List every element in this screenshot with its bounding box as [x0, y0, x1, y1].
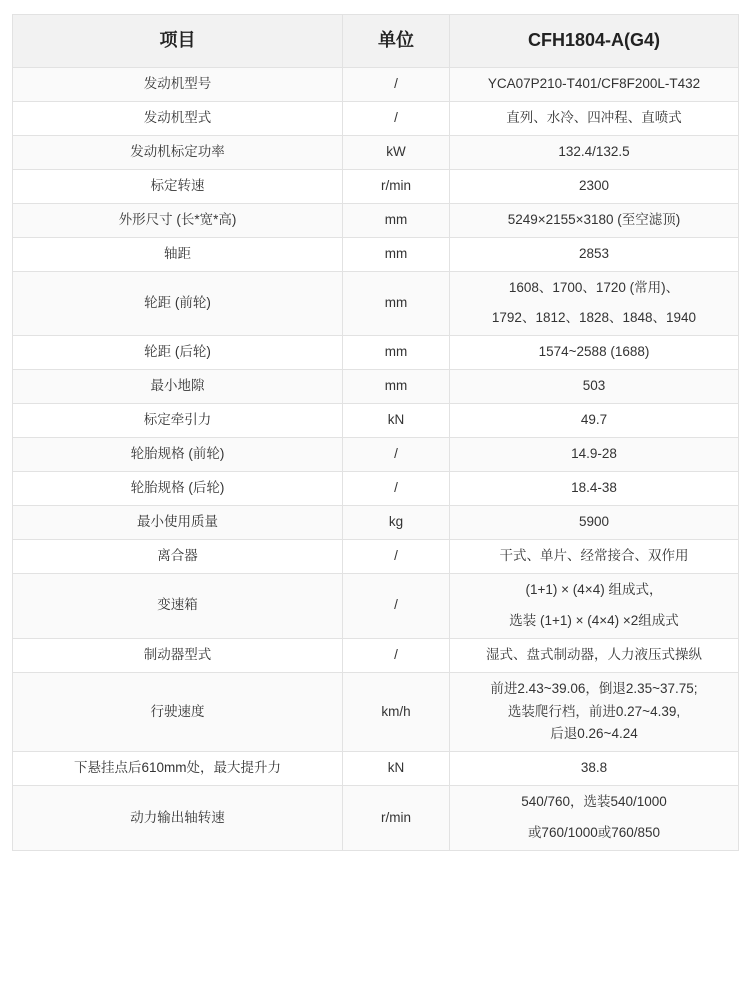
table-row [13, 237, 739, 271]
spec-value-line: (1+1) × (4×4) 组成式， [525, 581, 663, 597]
spec-item-value [450, 438, 739, 472]
spec-item-name: 离合器 [13, 539, 343, 573]
spec-value-line: 或760/1000或760/850 [527, 825, 661, 841]
spec-value-line: 直列、水冷、四冲程、直喷式 [506, 109, 682, 125]
spec-value-line: 干式、单片、经常接合、双作用 [499, 547, 689, 563]
spec-item-name: 变速箱 [13, 573, 343, 638]
spec-value-line: YCA07P210-T401/CF8F200L-T432 [487, 76, 701, 91]
spec-item-value [450, 68, 739, 102]
spec-value-line: 2300 [578, 177, 610, 193]
spec-value-line: 18.4-38 [571, 480, 617, 496]
spec-item-unit: / [343, 539, 450, 573]
spec-item-unit: / [343, 573, 450, 638]
spec-item-name: 外形尺寸 (长*宽*高) [13, 203, 343, 237]
spec-item-unit: kg [343, 505, 450, 539]
spec-item-name: 发动机型式 [13, 101, 343, 135]
spec-item-unit: mm [343, 336, 450, 370]
spec-item-unit: / [343, 638, 450, 672]
spec-item-name: 最小使用质量 [13, 505, 343, 539]
spec-item-name: 轮胎规格 (前轮) [13, 438, 343, 472]
spec-item-name: 最小地隙 [13, 370, 343, 404]
table-row [13, 336, 739, 370]
column-header-item: 项目 [13, 15, 343, 68]
spec-value-line: 湿式、盘式制动器，人力液压式操纵 [486, 646, 702, 662]
table-row [13, 68, 739, 102]
spec-item-name: 行驶速度 [13, 672, 343, 752]
table-row [13, 404, 739, 438]
spec-value-line: 503 [582, 378, 606, 394]
column-header-unit: 单位 [343, 15, 450, 68]
spec-item-unit: / [343, 101, 450, 135]
column-header-model: CFH1804-A(G4) [450, 15, 739, 68]
table-row [13, 271, 739, 336]
spec-item-name: 标定转速 [13, 169, 343, 203]
specification-table [12, 14, 739, 851]
spec-item-unit: mm [343, 271, 450, 336]
spec-item-value [450, 404, 739, 438]
table-row [13, 203, 739, 237]
table-row [13, 786, 739, 851]
table-row [13, 169, 739, 203]
spec-item-value [450, 505, 739, 539]
spec-item-unit: kN [343, 404, 450, 438]
table-row [13, 752, 739, 786]
spec-item-value [450, 370, 739, 404]
spec-item-unit: / [343, 68, 450, 102]
spec-value-line: 1608、1700、1720 (常用)、 [508, 279, 680, 295]
spec-item-name: 动力输出轴转速 [13, 786, 343, 851]
spec-item-unit: kW [343, 135, 450, 169]
spec-item-name: 轮距 (前轮) [13, 271, 343, 336]
spec-item-unit: mm [343, 203, 450, 237]
spec-item-value [450, 336, 739, 370]
spec-item-unit: mm [343, 370, 450, 404]
table-row [13, 438, 739, 472]
spec-value-line: 5249×2155×3180 (至空滤顶) [507, 211, 681, 227]
spec-value-line: 前进2.43~39.06，倒退2.35~37.75; [490, 680, 698, 696]
spec-item-value [450, 539, 739, 573]
table-row [13, 505, 739, 539]
spec-value-line: 14.9-28 [571, 446, 617, 462]
spec-value-line: 132.4/132.5 [558, 143, 630, 159]
table-row [13, 638, 739, 672]
spec-item-value [450, 271, 739, 336]
table-row [13, 472, 739, 506]
spec-item-unit: r/min [343, 786, 450, 851]
spec-item-value [450, 169, 739, 203]
spec-value-line: 38.8 [580, 760, 608, 776]
spec-item-unit: r/min [343, 169, 450, 203]
spec-value-line: 540/760，选装540/1000 [521, 794, 667, 810]
table-header-row [13, 15, 739, 68]
spec-item-value [450, 101, 739, 135]
spec-item-value [450, 203, 739, 237]
spec-value-line: 1574~2588 (1688) [538, 344, 650, 360]
spec-item-name: 发动机型号 [13, 68, 343, 102]
spec-value-line: 后退0.26~4.24 [550, 726, 638, 742]
spec-item-name: 轴距 [13, 237, 343, 271]
spec-item-unit: mm [343, 237, 450, 271]
spec-item-value [450, 752, 739, 786]
spec-value-line: 1792、1812、1828、1848、1940 [491, 310, 697, 326]
spec-item-unit: km/h [343, 672, 450, 752]
table-row [13, 672, 739, 752]
spec-item-unit: / [343, 438, 450, 472]
spec-item-value [450, 786, 739, 851]
table-row [13, 539, 739, 573]
spec-value-line: 49.7 [580, 412, 608, 428]
table-header [13, 15, 739, 68]
spec-item-name: 发动机标定功率 [13, 135, 343, 169]
spec-item-name: 轮距 (后轮) [13, 336, 343, 370]
spec-item-value [450, 638, 739, 672]
table-row [13, 370, 739, 404]
spec-item-value [450, 237, 739, 271]
spec-item-unit: / [343, 472, 450, 506]
spec-item-name: 下悬挂点后610mm处，最大提升力 [13, 752, 343, 786]
table-row [13, 135, 739, 169]
spec-value-line: 2853 [578, 245, 610, 261]
spec-item-value [450, 472, 739, 506]
spec-item-value [450, 573, 739, 638]
spec-item-unit: kN [343, 752, 450, 786]
spec-value-line: 选装爬行档，前进0.27~4.39, [507, 703, 681, 719]
table-body [13, 68, 739, 851]
table-row [13, 573, 739, 638]
spec-value-line: 5900 [578, 513, 610, 529]
table-row [13, 101, 739, 135]
spec-value-line: 选装 (1+1) × (4×4) ×2组成式 [509, 612, 679, 628]
spec-item-name: 轮胎规格 (后轮) [13, 472, 343, 506]
spec-item-value [450, 672, 739, 752]
spec-item-name: 制动器型式 [13, 638, 343, 672]
spec-item-name: 标定牵引力 [13, 404, 343, 438]
spec-item-value [450, 135, 739, 169]
